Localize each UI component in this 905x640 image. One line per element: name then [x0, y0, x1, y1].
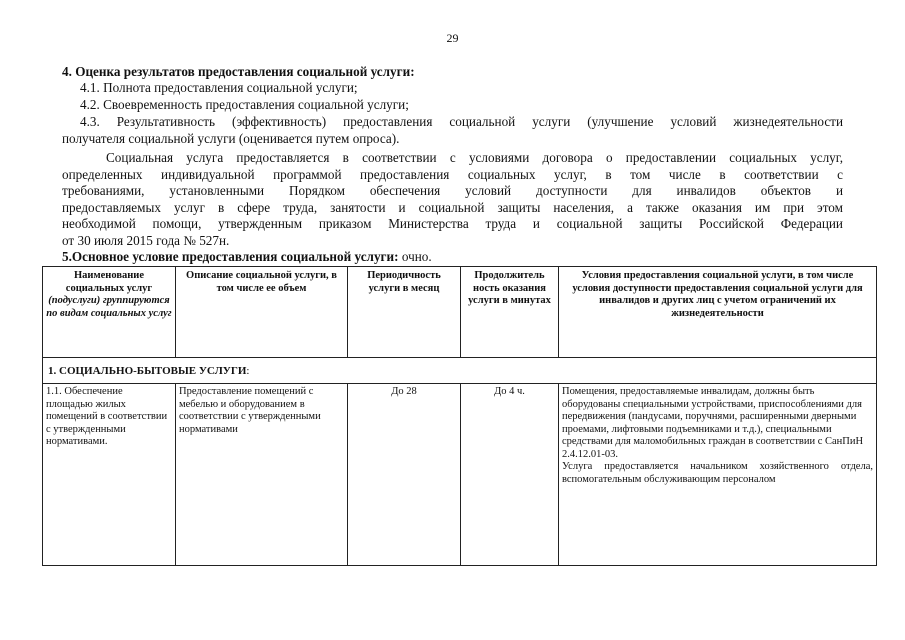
- services-table: [42, 266, 877, 566]
- section4-item-2: 4.2. Своевременность предоставления социальной услуги;: [80, 97, 409, 112]
- page-number: 29: [446, 31, 459, 45]
- cell-frequency: До 28: [348, 384, 461, 566]
- section5-line: [62, 249, 432, 265]
- cell-duration: До 4 ч.: [461, 384, 559, 566]
- section-row-suffix: :: [246, 364, 250, 377]
- table-row: [43, 384, 877, 566]
- header-service-name-note: (подуслуги) группируются по видам социальных услуг: [46, 295, 172, 319]
- conditions-paragraph-1: Помещения, предоставляемые инвалидам, должны быть оборудованы специальными устройствами, приспособлениями для передвижения (пандусами, поручнями, расширенными дверными проемами, лифтовыми подъемниками и т.д.), специальными средствами для маломобильных граждан в соответствии с СанПиН 2.4.12.01-03.: [562, 386, 864, 460]
- header-service-name: [43, 267, 176, 358]
- paragraph-line-3: требованиями, установленными Порядком обеспечения условий доступности для инвалидов объектов и: [62, 183, 843, 198]
- cell-conditions: [559, 384, 877, 566]
- header-service-name-main: Наименование социальных услуг: [65, 270, 153, 294]
- section4-item-3-line1: 4.3. Результативность (эффективность) предоставления социальной услуги (улучшение условий жизнедеятельности: [80, 114, 843, 129]
- section-row-cell: [43, 358, 877, 384]
- section4-item-1: 4.1. Полнота предоставления социальной услуги;: [80, 80, 358, 95]
- paragraph-line-6: от 30 июля 2015 года № 527н.: [62, 233, 230, 248]
- header-conditions: Условия предоставления социальной услуги, в том числе условия доступности предоставления социальной услуги для инвалидов и других лиц с учетом ограничений их жизнедеятельности: [559, 267, 877, 358]
- table-header-row: [43, 267, 877, 358]
- section4-item-3-line2: получателя социальной услуги (оценивается путем опроса).: [62, 131, 400, 146]
- section5-heading: 5.Основное условие предоставления социальной услуги:: [62, 249, 399, 264]
- header-description: Описание социальной услуги, в том числе ее объем: [176, 267, 348, 358]
- section-row-title: 1. СОЦИАЛЬНО-БЫТОВЫЕ УСЛУГИ: [48, 364, 247, 377]
- section4-heading: 4. Оценка результатов предоставления социальной услуги:: [62, 64, 415, 79]
- paragraph-line-4: предоставляемых услуг в сфере труда, занятости и социальной защиты населения, а также оказания им при этом: [62, 200, 843, 215]
- section-row: [43, 358, 877, 384]
- cell-service-name: 1.1. Обеспечение площадью жилых помещений в соответствии с утвержденными нормативами.: [43, 384, 176, 566]
- paragraph-line-5: необходимой помощи, утвержденным приказом Министерства труда и социальной защиты Российской Федерации: [62, 216, 843, 231]
- cell-description: Предоставление помещений с мебелью и оборудованием в соответствии с утвержденными нормативами: [176, 384, 348, 566]
- header-duration: Продолжитель ность оказания услуги в минутах: [461, 267, 559, 358]
- section5-value: очно.: [398, 249, 432, 264]
- paragraph-line-2: определенных индивидуальной программой предоставления социальных услуг, в том числе в соответствии с: [62, 167, 843, 182]
- paragraph-line-1: Социальная услуга предоставляется в соответствии с условиями договора о предоставлении социальных услуг,: [106, 150, 843, 165]
- header-frequency: Периодичность услуги в месяц: [348, 267, 461, 358]
- conditions-paragraph-2: Услуга предоставляется начальником хозяйственного отдела, вспомогательным обслуживающим персоналом: [562, 461, 873, 485]
